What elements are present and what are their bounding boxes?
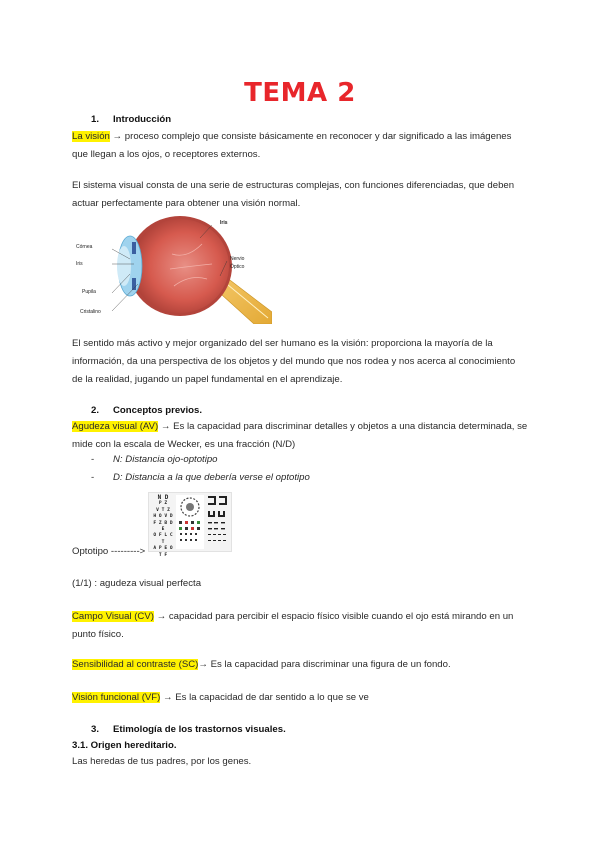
bullet-dash: - [91, 472, 95, 483]
highlight-vision-funcional: Visión funcional (VF) [72, 692, 161, 703]
vision-funcional-text: → Es la capacidad de dar sentido a lo que se ve [160, 692, 369, 703]
intro-p3-line3: de la realidad, jugando un papel fundamental en el aprendizaje. [72, 374, 343, 385]
label-pupila: Pupila [82, 289, 96, 295]
vision-funcional-paragraph [72, 689, 542, 707]
chart-row: A P E O T F [153, 546, 173, 558]
subsection-3-1-text: Las heredas de tus padres, por los genes. [72, 756, 252, 767]
intro-paragraph-1 [72, 128, 542, 164]
label-cristalino: Cristalino [80, 309, 101, 315]
intro-paragraph-3 [72, 335, 542, 389]
highlight-campo-visual: Campo Visual (CV) [72, 611, 154, 622]
optotipo-label: Optotipo ---------> [72, 546, 146, 557]
campo-visual-line2: punto físico. [72, 629, 124, 640]
perfect-acuity-text: (1/1) : agudeza visual perfecta [72, 578, 202, 589]
section-1-title: Introducción [113, 114, 172, 125]
agudeza-text: → Es la capacidad para discriminar detalles y objetos a una distancia determinada, se [158, 421, 528, 432]
highlight-sensibilidad: Sensibilidad al contraste (SC) [72, 659, 199, 670]
section-1-heading [91, 111, 171, 129]
campo-visual-paragraph [72, 608, 542, 644]
highlight-agudeza: Agudeza visual (AV) [72, 421, 159, 432]
bullet-n-text: N: Distancia ojo-optotipo [113, 454, 218, 465]
sensibilidad-paragraph [72, 656, 542, 674]
chart-row: V T Z [156, 507, 170, 513]
snellen-chart [151, 495, 175, 559]
intro-p1-line2: que llegan a los ojos, o receptores externos. [72, 149, 261, 160]
section-3-number: 3. [91, 724, 100, 735]
section-2-number: 2. [91, 405, 100, 416]
tumbling-e-chart [206, 495, 229, 549]
bullet-d-text: D: Distancia a la que debería verse el optotipo [113, 472, 310, 483]
section-2-title: Conceptos previos. [113, 405, 203, 416]
bullet-item-n [91, 451, 310, 469]
label-nervio: Nervio [230, 256, 245, 262]
intro-p3-line1: El sentido más activo y mejor organizado del ser humano es la visión: proporciona la mayoría de la [72, 338, 493, 349]
bullet-list [91, 451, 310, 487]
page-title: TEMA 2 [244, 78, 356, 108]
campo-visual-text: → capacidad para percibir el espacio físico visible cuando el ojo está mirando en un [153, 611, 514, 622]
chart-row: H O V D [153, 514, 173, 520]
chart-row: P Z [158, 501, 168, 507]
bullet-dash: - [91, 454, 95, 465]
subsection-3-1-heading: 3.1. Origen hereditario. [72, 740, 177, 751]
intro-paragraph-2 [72, 177, 542, 213]
label-optico: Óptico [230, 264, 245, 270]
agudeza-line2: mide con la escala de Wecker, es una fracción (N/D) [72, 439, 296, 450]
section-3-title: Etimología de los trastornos visuales. [113, 724, 286, 735]
symbol-chart [176, 495, 204, 549]
intro-p2-line2: actuar perfectamente para obtener una visión normal. [72, 198, 301, 209]
section-1-number: 1. [91, 114, 100, 125]
chart-row: N D [157, 494, 169, 501]
optotipo-image [148, 492, 232, 558]
eye-diagram [72, 214, 272, 324]
bullet-item-d [91, 469, 310, 487]
agudeza-paragraph [72, 418, 542, 454]
chart-row: O F L C T [153, 533, 173, 545]
label-iris: Iris [76, 261, 83, 267]
chart-row: F Z B D E [153, 520, 173, 533]
label-cornea: Córnea [76, 244, 93, 250]
intro-p1-text: → proceso complejo que consiste básicamente en reconocer y dar significado a las imágenes [109, 131, 512, 142]
highlight-vision: La visión [72, 131, 110, 142]
intro-p2-line1: El sistema visual consta de una serie de estructuras complejas, con funciones diferenciadas, que deben [72, 180, 515, 191]
sensibilidad-text: → Es la capacidad para discriminar una figura de un fondo. [198, 659, 451, 670]
label-iris-top: Iris [220, 220, 228, 226]
intro-p3-line2: información, da una perspectiva de los objetos y del mundo que nos rodea y nos acerca al conocimiento [72, 356, 516, 367]
